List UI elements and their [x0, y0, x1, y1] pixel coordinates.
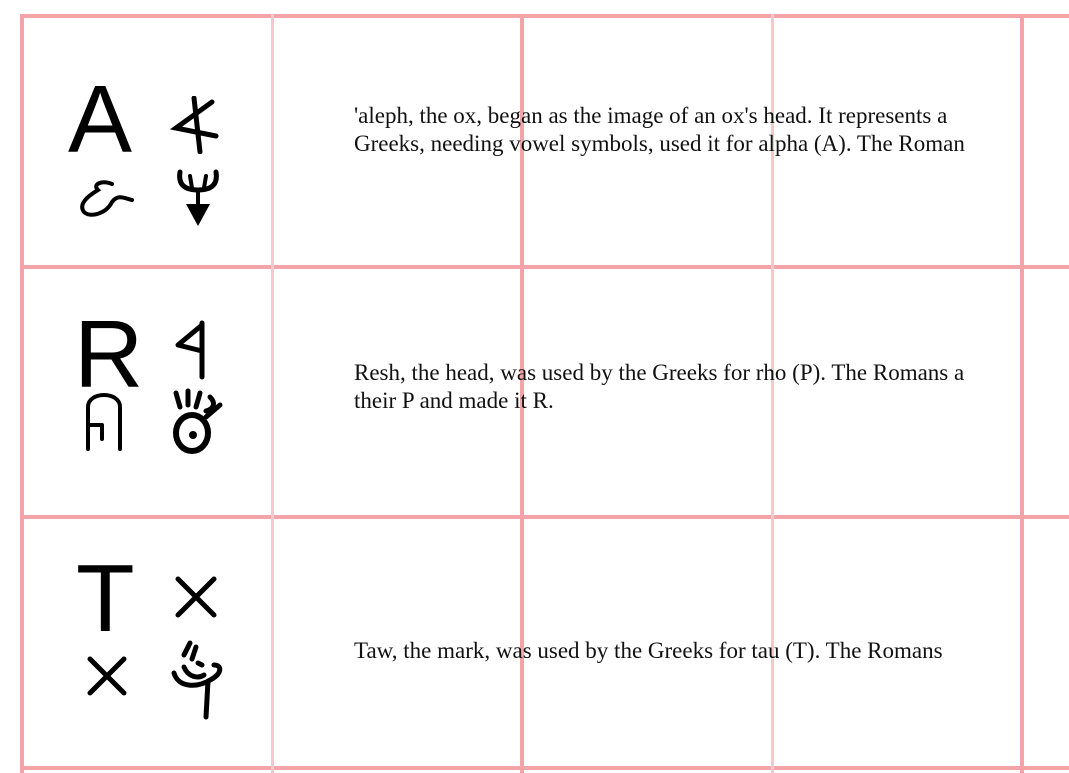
glyph-cell-r: [24, 269, 272, 515]
latin-letter-r: R: [74, 301, 144, 408]
hieratic-aleph-icon: [72, 178, 136, 220]
phoenician-taw-icon: [172, 573, 220, 621]
letter-row-r: [24, 269, 1069, 515]
latin-letter-t: T: [76, 545, 135, 652]
proto-sinaitic-taw-icon: [84, 653, 130, 699]
ox-head-glyph-icon: [174, 166, 222, 230]
mark-glyph-icon: [168, 637, 228, 721]
proto-sinaitic-resh-icon: [80, 387, 128, 453]
latin-letter-a: A: [68, 66, 133, 173]
grid-line-row3: [20, 766, 1069, 770]
glyph-cell-t: [24, 519, 272, 766]
phoenician-resh-icon: [172, 319, 212, 381]
glyph-cell-a: [24, 18, 272, 265]
head-glyph-icon: [166, 387, 226, 457]
proto-sinaitic-aleph-icon: [164, 96, 228, 154]
description-text-t: Taw, the mark, was used by the Greeks for tau (T). The Romans: [354, 638, 943, 663]
letter-row-a: [24, 18, 1069, 265]
letter-row-t: [24, 519, 1069, 766]
description-text-r: Resh, the head, was used by the Greeks for rho (P). The Romans a their P and made it R.: [354, 360, 965, 413]
description-text-a: 'aleph, the ox, began as the image of an ox's head. It represents a Greeks, needing vowel symbols, used it for alpha (A). The Roman: [354, 103, 965, 156]
